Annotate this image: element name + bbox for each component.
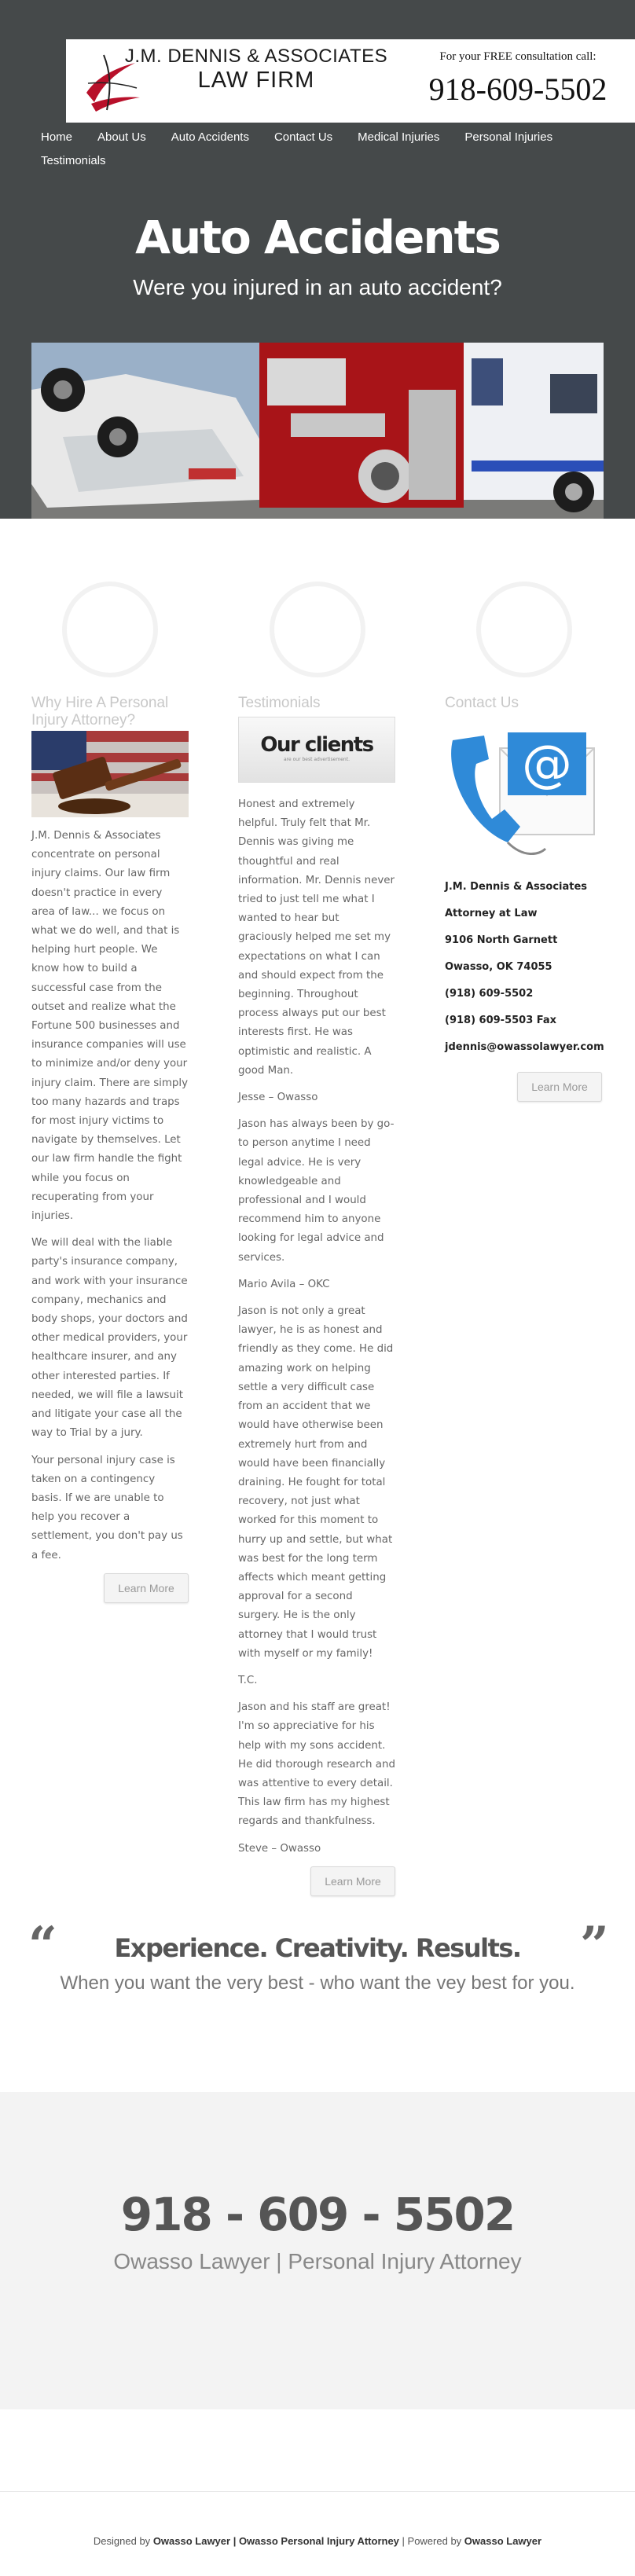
why-hire-paragraph: We will deal with the liable party's insurance company, and work with your insurance company, mechanics and body shops, your doctors and other medical providers, your healthcare insurer, and any other interested parties. If needed, we will file a lawsuit and litigate your case all the way to Trial by a jury.	[31, 1237, 188, 1440]
phone-band	[0, 2092, 635, 2409]
tagline-subtitle: When you want the very best - who want the vey best for you.	[60, 1972, 575, 1994]
why-hire-column	[31, 695, 189, 1603]
testimonial-author: Mario Avila – OKC	[238, 1278, 330, 1290]
testimonial-text: Honest and extremely helpful. Truly felt that Mr. Dennis was giving me thoughtful and real information. Mr. Dennis never tried to just tell me what I wanted to hear but graciously helped me set my expectations on what I can and should expect from the beginning. Throughout process always put our best interests first. He was optimistic and realistic. A good Man.	[238, 798, 395, 1077]
hero-section	[0, 0, 635, 519]
why-hire-paragraph: Your personal injury case is taken on a contingency basis. If we are unable to help you recover a settlement, you don't pay us a fee.	[31, 1454, 183, 1561]
contact-phone[interactable]: (918) 609-5502	[445, 988, 534, 1000]
firm-name-line1: J.M. DENNIS & ASSOCIATES	[124, 46, 388, 67]
open-quote-icon: “	[28, 1916, 57, 1975]
our-clients-image-small: are our best advertisement.	[284, 757, 350, 762]
testimonial-author: Jesse – Owasso	[238, 1092, 318, 1104]
footer-designed-by: Designed by	[93, 2535, 151, 2547]
why-hire-title: Why Hire A Personal Injury Attorney?	[31, 695, 169, 728]
contact-fax: (918) 609-5503 Fax	[445, 1015, 557, 1026]
footer	[0, 2535, 635, 2547]
testimonials-learn-more-button[interactable]: Learn More	[310, 1866, 395, 1896]
nav-item-home[interactable]: Home	[41, 130, 73, 144]
testimonial-author: T.C.	[238, 1674, 258, 1686]
tagline-title: Experience. Creativity. Results.	[114, 1933, 521, 1963]
testimonial-text: Jason and his staff are great! I'm so appreciative for his help with my sons accident. He did thorough research and was attentive to every detail. This law firm has my highest regards and thankfulness.	[238, 1701, 395, 1828]
nav-item-testimonials[interactable]: Testimonials	[41, 154, 106, 167]
nav-item-medical-injuries[interactable]: Medical Injuries	[358, 130, 440, 144]
header-phone[interactable]: 918-609-5502	[428, 72, 607, 107]
testimonial-author: Steve – Owasso	[238, 1842, 321, 1855]
why-hire-learn-more-button[interactable]: Learn More	[104, 1573, 189, 1603]
footer-link-owasso-lawyer[interactable]: Owasso Lawyer	[464, 2535, 542, 2547]
testimonials-title: Testimonials	[238, 695, 321, 711]
big-phone-number[interactable]: 918 - 609 - 5502	[120, 2188, 515, 2241]
close-quote-icon: ”	[580, 1916, 609, 1975]
feature-circle	[476, 582, 572, 677]
accident-banner-image	[31, 343, 604, 519]
contact-column	[445, 695, 602, 1102]
firm-name-line2: LAW FIRM	[197, 68, 315, 93]
feature-circle	[270, 582, 365, 677]
consultation-text: For your FREE consultation call:	[439, 50, 596, 63]
our-clients-image	[238, 717, 395, 783]
contact-learn-more-button[interactable]: Learn More	[517, 1072, 602, 1102]
nav-item-auto-accidents[interactable]: Auto Accidents	[171, 130, 249, 144]
why-hire-paragraph: J.M. Dennis & Associates concentrate on personal injury claims. Our law firm doesn't practice in every area of law... we focus on what we do well, and that is helping hurt people. We know how to build a successful case from the outset and realize what the Fortune 500 businesses and insurance companies will use to minimize and/or deny your injury claim. There are simply too many hazards and traps for most injury victims to navigate by themselves. Let our law firm handle the fight while you focus on recuperating from your injuries.	[31, 830, 189, 1223]
svg-text:@: @	[522, 736, 572, 794]
nav-item-personal-injuries[interactable]: Personal Injuries	[464, 130, 553, 144]
page-subtitle: Were you injured in an auto accident?	[133, 275, 502, 299]
gavel-image	[31, 731, 189, 817]
nav-item-about-us[interactable]: About Us	[97, 130, 146, 144]
feature-circle	[62, 582, 158, 677]
contact-title-line: Attorney at Law	[445, 908, 538, 919]
footer-divider	[0, 2491, 635, 2492]
contact-title: Contact Us	[445, 695, 519, 711]
testimonials-column	[238, 695, 395, 1896]
our-clients-image-text: Our clients	[260, 733, 373, 757]
nav-item-contact-us[interactable]: Contact Us	[273, 130, 333, 144]
contact-firm-name: J.M. Dennis & Associates	[445, 881, 588, 893]
contact-city: Owasso, OK 74055	[445, 961, 552, 973]
testimonial-text: Jason has always been by go-to person anytime I need legal advice. He is very knowledgeable and professional and I would recommend him to anyone looking for legal advice and services.	[238, 1118, 395, 1264]
page-title: Auto Accidents	[135, 211, 500, 264]
phone-email-icon	[445, 717, 602, 866]
contact-street: 9106 North Garnett	[445, 934, 558, 946]
contact-email[interactable]: jdennis@owassolawyer.com	[445, 1041, 604, 1053]
main-nav	[41, 126, 591, 173]
footer-link-owasso-lawyer-pi[interactable]: Owasso Lawyer | Owasso Personal Injury Attorney	[152, 2535, 399, 2547]
footer-powered-by: | Powered by	[402, 2535, 462, 2547]
phone-band-subtitle: Owasso Lawyer | Personal Injury Attorney	[113, 2249, 522, 2273]
logo-bar[interactable]	[66, 39, 635, 123]
testimonial-text: Jason is not only a great lawyer, he is as honest and friendly as they come. He did amazing work on helping settle a very difficult case from an accident that we would have otherwise been extremely hurt from and would have been financially draining. He fought for total recovery, not just what worked for this moment to hurry up and settle, but what was best for the long term affects which meant getting approval for a second surgery. He is the only attorney that I would trust with myself or my family!	[238, 1305, 394, 1660]
